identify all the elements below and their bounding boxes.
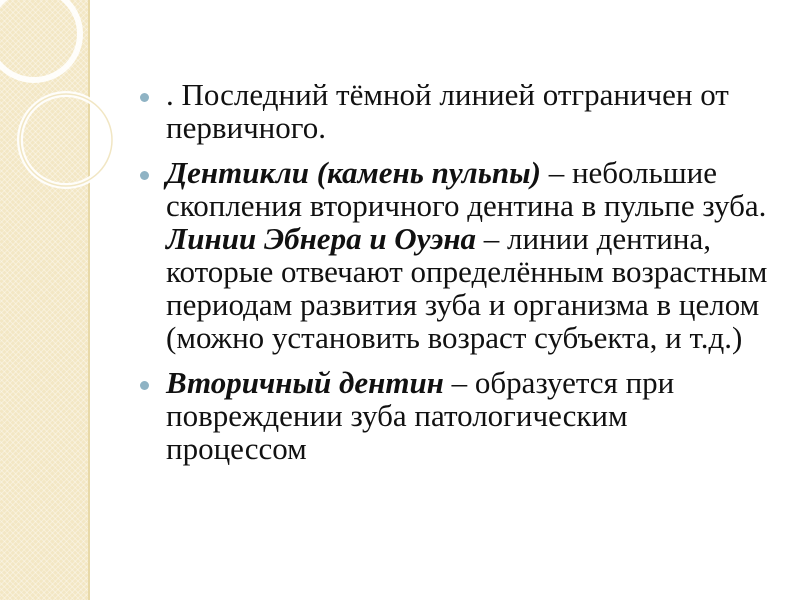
bullet-dot	[140, 171, 149, 180]
bullet-dot	[140, 381, 149, 390]
term-ebner-owen-lines: Линии Эбнера и Оуэна	[166, 221, 477, 256]
slide-body	[140, 78, 776, 477]
bullet-item-3	[140, 366, 776, 465]
decorative-side-panel	[0, 0, 90, 600]
bullet-text-part: – линии дентина, которые отвечают определённым возрастным периодам развития зуба и организма в целом (можно установить возраст субъекта, и т.д.)	[166, 221, 768, 355]
bullet-item-2	[140, 156, 776, 354]
bullet-text-part: – образуется при повреждении зуба патологическим процессом	[166, 365, 675, 466]
bullet-item-1	[140, 78, 776, 144]
bullet-text: . Последний тёмной линией отграничен от первичного.	[166, 77, 729, 145]
term-secondary-dentin: Вторичный дентин	[166, 365, 444, 400]
term-denticles: Дентикли (камень пульпы)	[166, 155, 541, 190]
bullet-dot	[140, 93, 149, 102]
bullet-text-part: – небольшие скопления вторичного дентина в пульпе зуба.	[166, 155, 767, 223]
bullet-list	[140, 78, 776, 465]
